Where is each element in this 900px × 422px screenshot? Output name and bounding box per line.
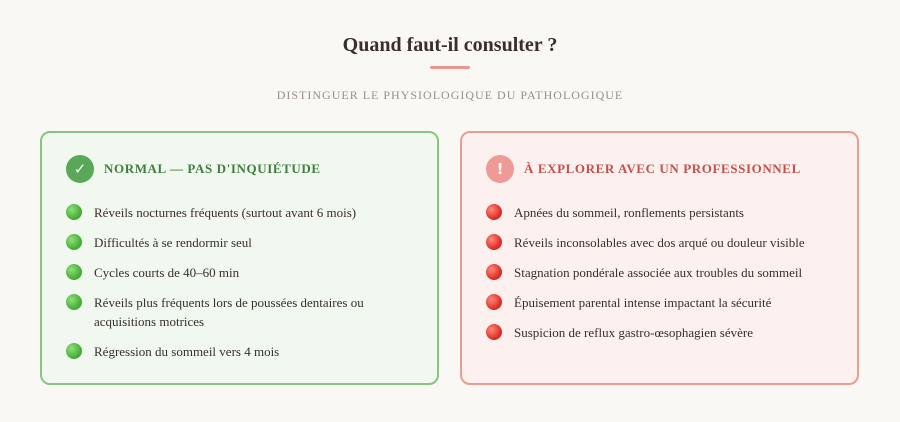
list-item-text: Suspicion de reflux gastro-œsophagien sévère <box>514 325 753 340</box>
page-title: Quand faut-il consulter ? <box>342 34 558 56</box>
alert-card-header <box>486 155 801 183</box>
list-item <box>66 293 417 331</box>
normal-list <box>66 203 417 372</box>
red-circle-icon <box>486 264 502 280</box>
alert-card <box>460 131 859 385</box>
list-item-text: Cycles courts de 40–60 min <box>94 265 240 280</box>
list-item <box>66 233 417 252</box>
list-item <box>66 263 417 282</box>
list-item <box>486 263 837 282</box>
green-circle-icon <box>66 343 82 359</box>
list-item <box>66 203 417 222</box>
list-item <box>486 233 837 252</box>
list-item-text: Réveils plus fréquents lors de poussées dentaires ou acquisitions motrices <box>94 295 364 329</box>
title-underline <box>430 66 470 69</box>
alert-card-title: À EXPLORER AVEC UN PROFESSIONNEL <box>524 161 801 176</box>
green-circle-icon <box>66 294 82 310</box>
list-item-text: Réveils nocturnes fréquents (surtout avant 6 mois) <box>94 205 357 220</box>
list-item-text: Régression du sommeil vers 4 mois <box>94 344 280 359</box>
normal-card <box>40 131 439 385</box>
red-circle-icon <box>486 234 502 250</box>
green-circle-icon <box>66 234 82 250</box>
red-circle-icon <box>486 324 502 340</box>
list-item <box>486 323 837 342</box>
exclamation-icon: ! <box>486 155 514 183</box>
list-item-text: Difficultés à se rendormir seul <box>94 235 252 250</box>
green-circle-icon <box>66 264 82 280</box>
list-item <box>66 342 417 361</box>
list-item-text: Épuisement parental intense impactant la sécurité <box>514 295 772 310</box>
normal-card-title: NORMAL — PAS D'INQUIÉTUDE <box>104 161 321 176</box>
red-circle-icon <box>486 294 502 310</box>
list-item-text: Apnées du sommeil, ronflements persistants <box>514 205 744 220</box>
normal-card-header <box>66 155 321 183</box>
list-item <box>486 293 837 312</box>
check-icon: ✓ <box>66 155 94 183</box>
green-circle-icon <box>66 204 82 220</box>
page-subtitle: DISTINGUER LE PHYSIOLOGIQUE DU PATHOLOGIQUE <box>276 88 624 102</box>
list-item <box>486 203 837 222</box>
list-item-text: Réveils inconsolables avec dos arqué ou douleur visible <box>514 235 805 250</box>
alert-list <box>486 203 837 353</box>
list-item-text: Stagnation pondérale associée aux troubles du sommeil <box>514 265 803 280</box>
red-circle-icon <box>486 204 502 220</box>
